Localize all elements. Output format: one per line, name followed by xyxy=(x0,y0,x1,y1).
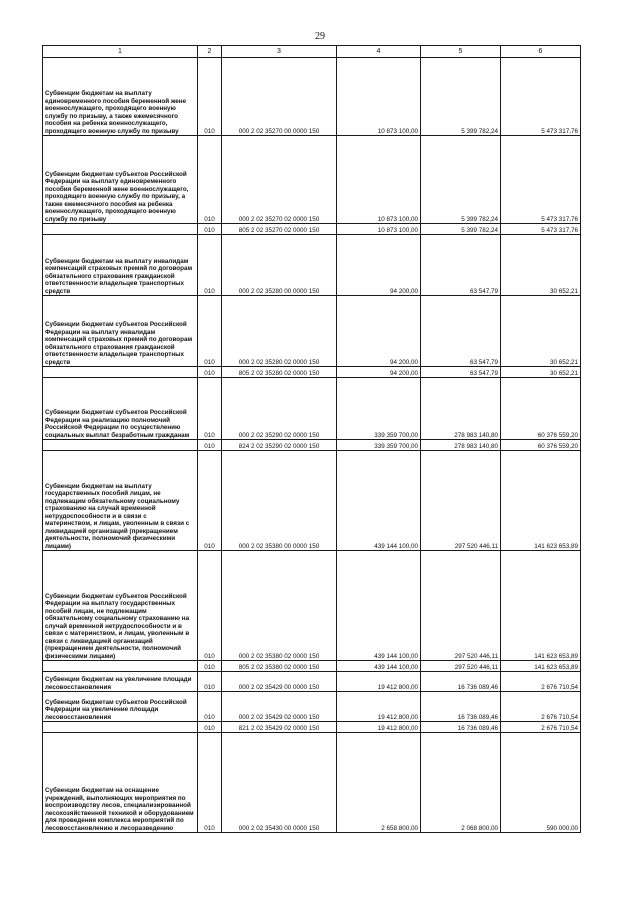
row-executed-amount: 2 068 800,00 xyxy=(421,733,501,833)
row-line-code: 010 xyxy=(198,451,222,551)
row-budget-code: 000 2 02 35270 00 0000 150 xyxy=(222,58,337,136)
row-line-code: 010 xyxy=(198,367,222,378)
row-description: Субвенции бюджетам субъектов Российской Федерации на увеличение площади лесовосстановления xyxy=(43,692,198,722)
row-description xyxy=(43,367,198,378)
table-row xyxy=(43,296,581,367)
row-approved-amount: 19 412 800,00 xyxy=(337,722,421,733)
table-row xyxy=(43,58,581,136)
row-approved-amount: 339 359 700,00 xyxy=(337,440,421,451)
row-budget-code: 000 2 02 35429 02 0000 150 xyxy=(222,692,337,722)
row-executed-amount: 16 736 089,46 xyxy=(421,722,501,733)
row-description: Субвенции бюджетам на выплату государственных пособий лицам, не подлежащим обязательному социальному страхованию на случай временной нетрудоспособности и в связи с материнством, и лицам, уволенным в связи с ликвидацией организаций (прекращением деятельности, полномочий физическими лицами) xyxy=(43,451,198,551)
row-remaining-amount: 141 623 653,89 xyxy=(501,551,581,661)
row-budget-code: 821 2 02 35429 02 0000 150 xyxy=(222,722,337,733)
row-line-code: 010 xyxy=(198,672,222,692)
row-line-code: 010 xyxy=(198,733,222,833)
table-row xyxy=(43,722,581,733)
page-number: 29 xyxy=(315,31,325,42)
row-remaining-amount: 141 623 653,89 xyxy=(501,661,581,672)
row-remaining-amount: 30 652,21 xyxy=(501,367,581,378)
row-approved-amount: 439 144 100,00 xyxy=(337,451,421,551)
row-approved-amount: 10 873 100,00 xyxy=(337,136,421,224)
row-remaining-amount: 60 376 559,20 xyxy=(501,440,581,451)
header-row xyxy=(43,46,581,58)
row-budget-code: 000 2 02 35280 02 0000 150 xyxy=(222,296,337,367)
row-approved-amount: 439 144 100,00 xyxy=(337,551,421,661)
row-approved-amount: 19 412 800,00 xyxy=(337,672,421,692)
row-description xyxy=(43,722,198,733)
column-header: 5 xyxy=(421,46,501,58)
row-executed-amount: 278 983 140,80 xyxy=(421,440,501,451)
row-line-code: 010 xyxy=(198,692,222,722)
column-header: 4 xyxy=(337,46,421,58)
column-header: 1 xyxy=(43,46,198,58)
row-approved-amount: 94 200,00 xyxy=(337,296,421,367)
row-remaining-amount: 2 676 710,54 xyxy=(501,692,581,722)
table-row xyxy=(43,551,581,661)
table-row xyxy=(43,661,581,672)
row-line-code: 010 xyxy=(198,136,222,224)
row-remaining-amount: 141 623 653,89 xyxy=(501,451,581,551)
table-row xyxy=(43,672,581,692)
row-budget-code: 000 2 02 35290 02 0000 150 xyxy=(222,378,337,440)
row-executed-amount: 5 399 782,24 xyxy=(421,224,501,235)
row-line-code: 010 xyxy=(198,440,222,451)
row-approved-amount: 94 200,00 xyxy=(337,235,421,296)
row-executed-amount: 5 399 782,24 xyxy=(421,58,501,136)
row-executed-amount: 63 547,79 xyxy=(421,367,501,378)
row-approved-amount: 2 658 800,00 xyxy=(337,733,421,833)
row-budget-code: 000 2 02 35430 00 0000 150 xyxy=(222,733,337,833)
column-header: 6 xyxy=(501,46,581,58)
row-executed-amount: 278 983 140,80 xyxy=(421,378,501,440)
table-row xyxy=(43,136,581,224)
row-line-code: 010 xyxy=(198,551,222,661)
table-row xyxy=(43,451,581,551)
row-approved-amount: 10 873 100,00 xyxy=(337,58,421,136)
row-line-code: 010 xyxy=(198,235,222,296)
table-row xyxy=(43,378,581,440)
budget-table xyxy=(42,45,581,833)
row-description: Субвенции бюджетам субъектов Российской Федерации на выплату единовременного пособия беременной жене военнослужащего, проходящего военную службу по призыву, а также ежемесячного пособия на ребенка военнослужащего, проходящего военную службу по призыву xyxy=(43,136,198,224)
row-line-code: 010 xyxy=(198,722,222,733)
table-row xyxy=(43,235,581,296)
table-row xyxy=(43,692,581,722)
row-remaining-amount: 590 000,00 xyxy=(501,733,581,833)
row-description: Субвенции бюджетам субъектов Российской Федерации на реализацию полномочий Российской Федерации по осуществлению социальных выплат безработным гражданам xyxy=(43,378,198,440)
row-line-code: 010 xyxy=(198,224,222,235)
row-line-code: 010 xyxy=(198,58,222,136)
row-remaining-amount: 30 652,21 xyxy=(501,235,581,296)
row-budget-code: 000 2 02 35429 00 0000 150 xyxy=(222,672,337,692)
row-budget-code: 000 2 02 35380 02 0000 150 xyxy=(222,551,337,661)
row-description xyxy=(43,661,198,672)
row-approved-amount: 439 144 100,00 xyxy=(337,661,421,672)
row-budget-code: 000 2 02 35380 00 0000 150 xyxy=(222,451,337,551)
row-remaining-amount: 30 652,21 xyxy=(501,296,581,367)
row-budget-code: 805 2 02 35270 02 0000 150 xyxy=(222,224,337,235)
row-description: Субвенции бюджетам субъектов Российской Федерации на выплату государственных пособий лицам, не подлежащим обязательному социальному страхованию на случай временной нетрудоспособности и в связи с материнством, и лицам, уволенным в связи с ликвидацией организаций (прекращением деятельности, полномочий физическими лицами) xyxy=(43,551,198,661)
row-remaining-amount: 2 676 710,54 xyxy=(501,722,581,733)
row-budget-code: 805 2 02 35380 02 0000 150 xyxy=(222,661,337,672)
row-description xyxy=(43,440,198,451)
row-budget-code: 000 2 02 35280 00 0000 150 xyxy=(222,235,337,296)
row-description xyxy=(43,224,198,235)
row-executed-amount: 5 399 782,24 xyxy=(421,136,501,224)
row-description: Субвенции бюджетам субъектов Российской Федерации на выплату инвалидам компенсаций страховых премий по договорам обязательного страхования гражданской ответственности владельцев транспортных средств xyxy=(43,296,198,367)
table-row xyxy=(43,440,581,451)
row-approved-amount: 10 873 100,00 xyxy=(337,224,421,235)
row-executed-amount: 63 547,79 xyxy=(421,296,501,367)
row-executed-amount: 63 547,79 xyxy=(421,235,501,296)
row-budget-code: 824 2 02 35290 02 0000 150 xyxy=(222,440,337,451)
row-description: Субвенции бюджетам на выплату инвалидам компенсаций страховых премий по договорам обязательного страхования гражданской ответственности владельцев транспортных средств xyxy=(43,235,198,296)
row-remaining-amount: 5 473 317,76 xyxy=(501,58,581,136)
row-executed-amount: 297 520 446,11 xyxy=(421,661,501,672)
row-budget-code: 000 2 02 35270 02 0000 150 xyxy=(222,136,337,224)
row-description: Субвенции бюджетам на выплату единовременного пособия беременной жене военнослужащего, проходящего военную службу по призыву, а также ежемесячного пособия на ребенка военнослужащего, проходящего военную службу по призыву xyxy=(43,58,198,136)
table-row xyxy=(43,367,581,378)
row-description: Субвенции бюджетам на оснащение учреждений, выполняющих мероприятия по воспроизводству лесов, специализированной лесохозяйственной техникой и оборудованием для проведения комплекса мероприятий по лесовосстановлению и лесоразведению xyxy=(43,733,198,833)
row-remaining-amount: 5 473 317,76 xyxy=(501,224,581,235)
row-budget-code: 805 2 02 35280 02 0000 150 xyxy=(222,367,337,378)
row-remaining-amount: 60 376 559,20 xyxy=(501,378,581,440)
row-remaining-amount: 2 676 710,54 xyxy=(501,672,581,692)
row-executed-amount: 16 736 089,46 xyxy=(421,672,501,692)
row-approved-amount: 19 412 800,00 xyxy=(337,692,421,722)
table-row xyxy=(43,733,581,833)
table-row xyxy=(43,224,581,235)
row-description: Субвенции бюджетам на увеличение площади лесовосстановления xyxy=(43,672,198,692)
column-header: 3 xyxy=(222,46,337,58)
row-approved-amount: 94 200,00 xyxy=(337,367,421,378)
row-executed-amount: 297 520 446,11 xyxy=(421,451,501,551)
row-line-code: 010 xyxy=(198,296,222,367)
row-executed-amount: 16 736 089,46 xyxy=(421,692,501,722)
column-header: 2 xyxy=(198,46,222,58)
row-line-code: 010 xyxy=(198,378,222,440)
row-executed-amount: 297 520 446,11 xyxy=(421,551,501,661)
row-approved-amount: 339 359 700,00 xyxy=(337,378,421,440)
row-remaining-amount: 5 473 317,76 xyxy=(501,136,581,224)
row-line-code: 010 xyxy=(198,661,222,672)
